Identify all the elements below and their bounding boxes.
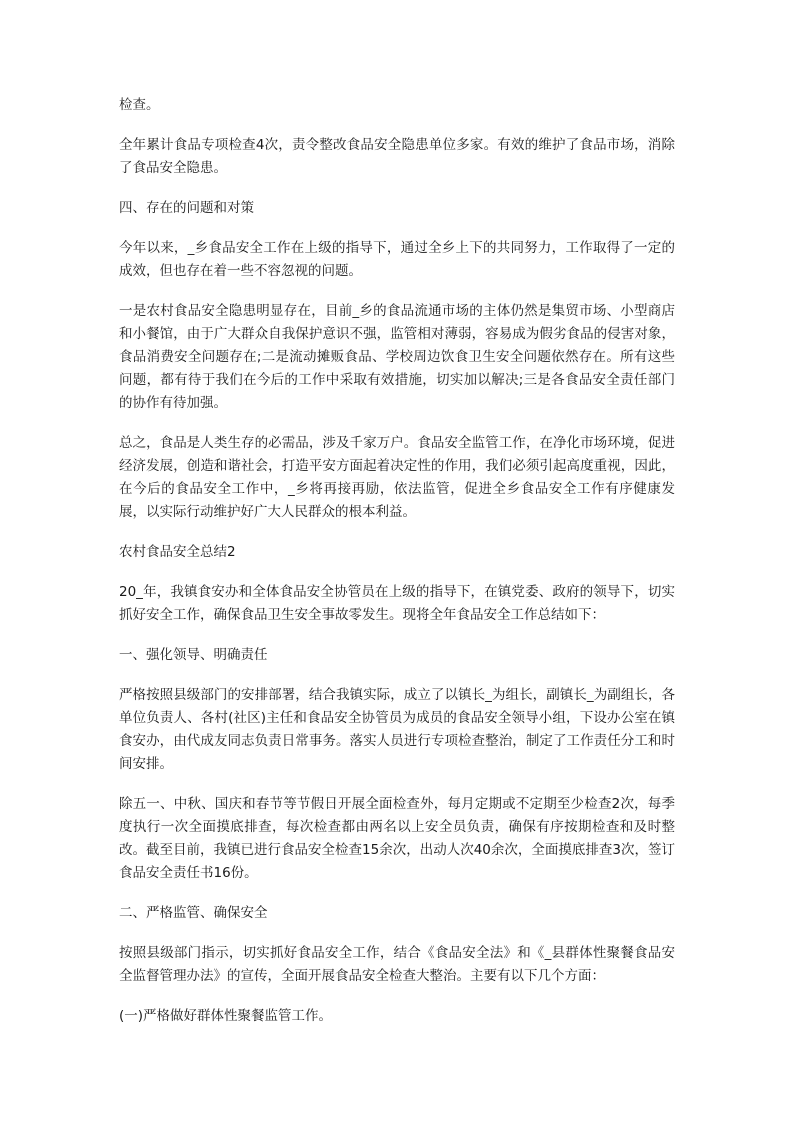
- paragraph-5: 一是农村食品安全隐患明显存在，目前_乡的食品流通市场的主体仍然是集贸市场、小型商店和小餐馆，由于广大群众自我保护意识不强，监管相对薄弱，容易成为假劣食品的侵害对象，食品消费安全问题存在;二是流动摊贩食品、学校周边饮食卫生安全问题依然存在。所有这些问题，都有待于我们在今后的工作中采取有效措施，切实加以解决;三是各食品安全责任部门的协作有待加强。: [119, 303, 675, 411]
- section-heading-2: 二、严格监管、确保安全: [119, 905, 268, 921]
- paragraph-13: 按照县级部门指示，切实抓好食品安全工作，结合《食品安全法》和《_县群体性聚餐食品安全监督管理办法》的宣传，全面开展食品安全检查大整治。主要有以下几个方面：: [119, 945, 675, 984]
- section-heading-1: 一、强化领导、明确责任: [119, 647, 268, 663]
- paragraph-2: 全年累计食品专项检查4次，责令整改食品安全隐患单位多家。有效的维护了食品市场，消除了食品安全隐患。: [119, 137, 675, 176]
- paragraph-8: 20_年，我镇食安办和全体食品安全协管员在上级的指导下，在镇党委、政府的领导下，切实抓好安全工作，确保食品卫生安全事故零发生。现将全年食品安全工作总结如下：: [119, 584, 675, 623]
- document-page: [119, 94, 675, 1045]
- section-heading-4: 四、存在的问题和对策: [119, 200, 254, 216]
- paragraph-6: 总之，食品是人类生存的必需品，涉及千家万户。食品安全监管工作，在净化市场环境，促进经济发展，创造和谐社会，打造平安方面起着决定性的作用，我们必须引起高度重视，因此，在今后的食品安全工作中，_乡将再接再励，依法监管，促进全乡食品安全工作有序健康发展，以实际行动维护好广大人民群众的根本利益。: [119, 435, 675, 520]
- subsection-heading-1: (一)严格做好群体性聚餐监管工作。: [119, 1008, 333, 1024]
- paragraph-1: 检查。: [119, 97, 160, 113]
- paragraph-10: 严格按照县级部门的安排部署，结合我镇实际，成立了以镇长_为组长，副镇长_为副组长，各单位负责人、各村(社区)主任和食品安全协管员为成员的食品安全领导小组，下设办公室在镇食安办，由代成友同志负责日常事务。落实人员进行专项检查整治，制定了工作责任分工和时间安排。: [119, 687, 675, 772]
- paragraph-11: 除五一、中秋、国庆和春节等节假日开展全面检查外，每月定期或不定期至少检查2次，每季度执行一次全面摸底排查，每次检查都由两名以上安全员负责，确保有序按期检查和及时整改。截至目前，我镇已进行食品安全检查15余次，出动人次40余次，全面摸底排查3次，签订食品安全责任书16份。: [119, 796, 675, 881]
- document-title-2: 农村食品安全总结2: [119, 544, 236, 560]
- paragraph-4: 今年以来，_乡食品安全工作在上级的指导下，通过全乡上下的共同努力，工作取得了一定的成效，但也存在着一些不容忽视的问题。: [119, 240, 675, 279]
